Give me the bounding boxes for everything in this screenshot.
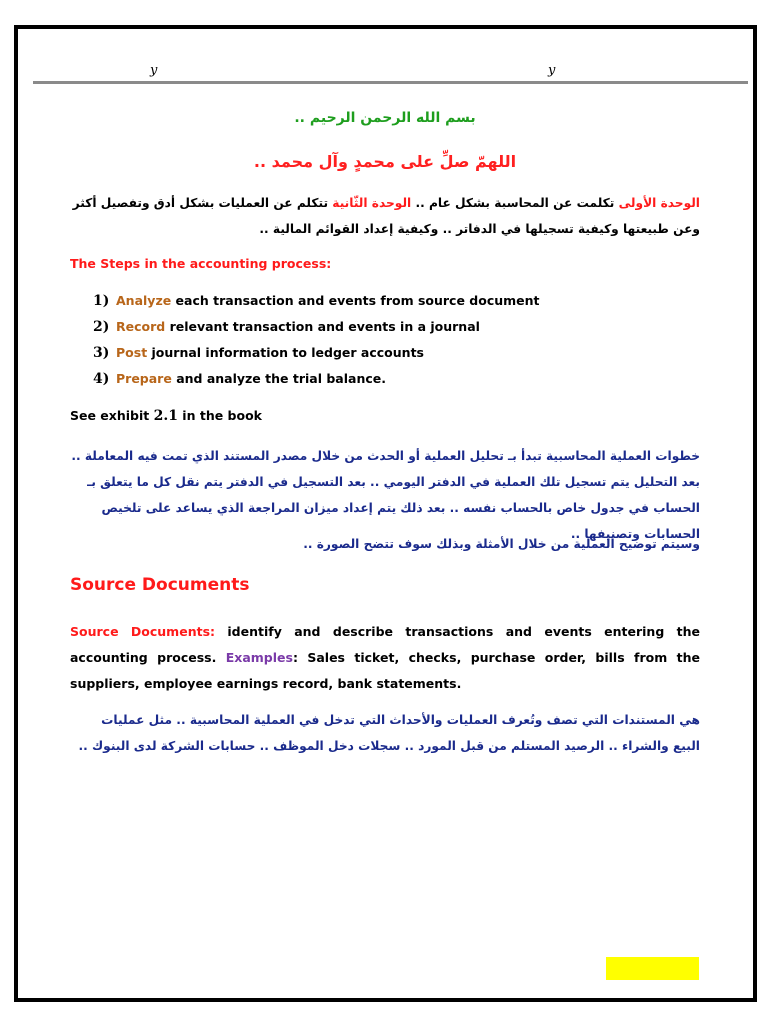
basmala: بسم الله الرحمن الرحيم ..: [294, 110, 476, 126]
header-right-mark: y: [548, 63, 556, 78]
step-text: and analyze the trial balance.: [171, 371, 386, 386]
examples-text: : Sales ticket, checks, purchase order, bills from the suppliers, employee earnings record, bank statements.: [70, 650, 700, 691]
step-number: 4): [93, 371, 110, 387]
intro-part1: تكلمت عن المحاسبة بشكل عام ..: [411, 196, 619, 210]
step-text: each transaction and events from source document: [171, 293, 540, 308]
step-text: relevant transaction and events in a journal: [165, 319, 480, 334]
examples-note-ar: وسيتم توضيح العملية من خلال الأمثلة وبذلك سوف تتضح الصورة ..: [303, 537, 700, 551]
step-item: [93, 345, 424, 361]
salawat: اللهمّ صلِّ على محمدٍ وآل محمد ..: [253, 152, 517, 171]
step-item: [93, 319, 480, 335]
header-rule: [33, 81, 748, 84]
intro-paragraph-ar: [70, 190, 700, 242]
step-verb: Analyze: [116, 293, 172, 308]
step-verb: Record: [116, 319, 166, 334]
unit1-label: الوحدة الأولى: [618, 196, 700, 210]
see-exhibit: [70, 408, 262, 424]
steps-explanation-ar: خطوات العملية المحاسبية تبدأ بـ تحليل العملية أو الحدث من خلال مصدر المستند الذي تمت فيه المعاملة .. بعد التحليل يتم تسجيل تلك العملية في الدفتر اليومي .. بعد التسجيل في الدفتر يتم نقل كل ما يتعلق بـ الحساب في جدول خاص بالحساب نفسه .. بعد ذلك يتم إعداد ميزان المراجعة الذي يساعد على تلخيص الحسابات وتصنيفها ..: [71, 449, 700, 541]
yellow-highlight-box: [606, 957, 699, 980]
see-exhibit-before: See exhibit: [70, 408, 154, 423]
step-item: [93, 371, 386, 387]
step-text: journal information to ledger accounts: [147, 345, 424, 360]
step-number: 2): [93, 319, 110, 335]
step-verb: Post: [116, 345, 148, 360]
header-left-mark: y: [150, 63, 158, 78]
step-number: 1): [93, 293, 110, 309]
source-documents-definition: [70, 619, 700, 697]
unit2-label: الوحدة الثّانية: [332, 196, 412, 210]
step-number: 3): [93, 345, 110, 361]
examples-label: Examples: [225, 650, 293, 665]
source-docs-definition: identify and describe transactions and events entering the accounting process.: [70, 624, 701, 665]
source-docs-explanation-ar: هي المستندات التي تصف وتُعرف العمليات والأحداث التي تدخل في العملية المحاسبية .. مثل عمليات البيع والشراء .. الرصيد المستلم من قبل المورد .. سجلات دخل الموظف .. حسابات الشركة لدى البنوك ..: [78, 713, 700, 753]
source-docs-label: Source Documents:: [70, 624, 216, 639]
step-verb: Prepare: [116, 371, 172, 386]
intro-part2: تتكلم عن العمليات بشكل أدق وتفصيل أكثر وعن طبيعتها وكيفية تسجيلها في الدفاتر .. وكيفية إعداد القوائم المالية ..: [72, 196, 700, 236]
step-item: [93, 293, 540, 309]
section-heading-source-documents: Source Documents: [70, 575, 250, 595]
steps-title: The Steps in the accounting process:: [70, 256, 332, 271]
exhibit-number: 2.1: [153, 408, 178, 424]
see-exhibit-after: in the book: [177, 408, 262, 423]
